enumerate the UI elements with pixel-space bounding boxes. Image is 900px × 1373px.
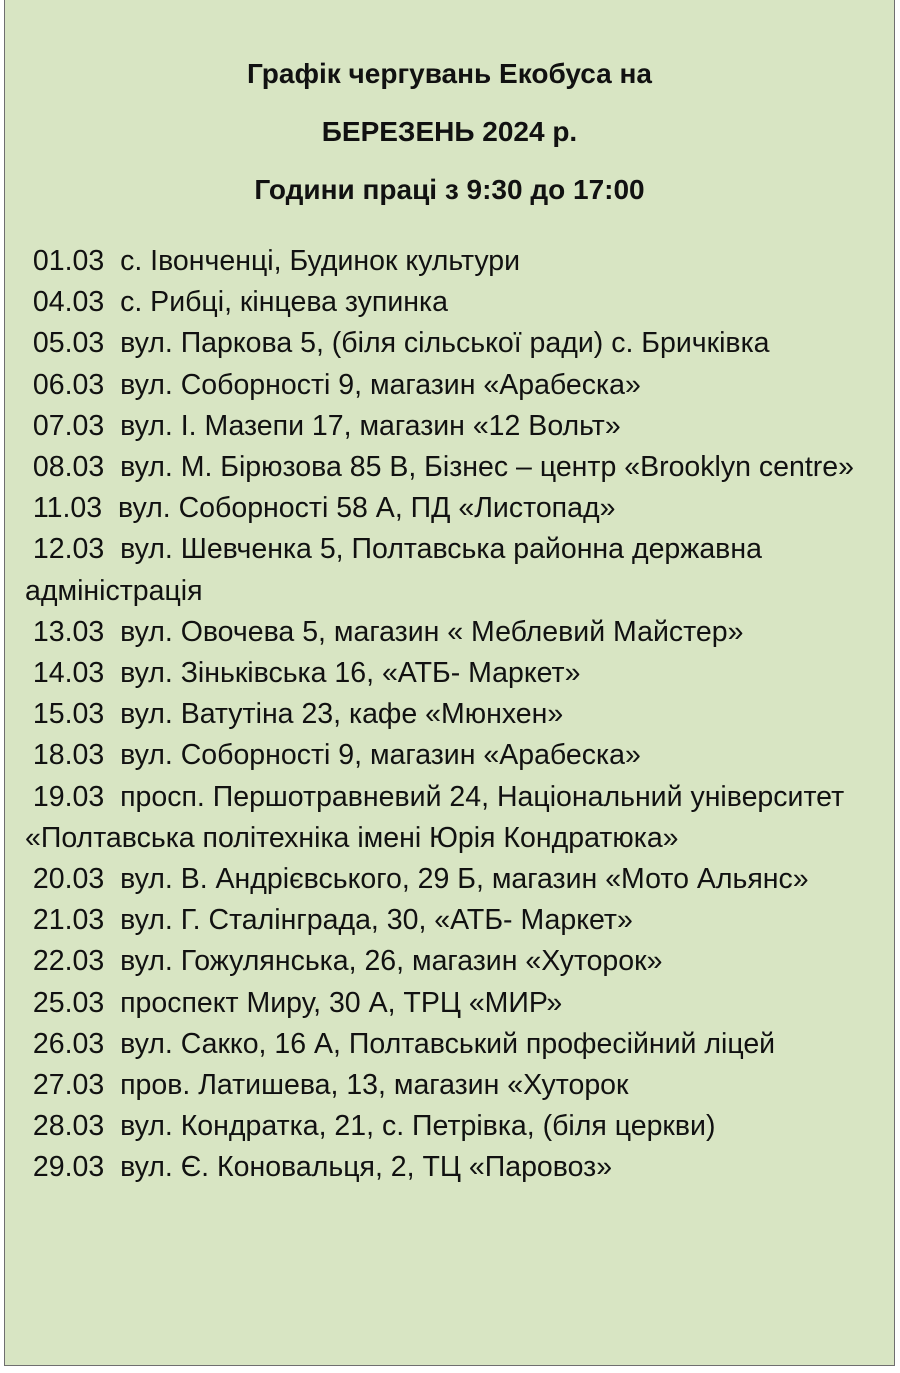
entry-indent — [25, 698, 33, 730]
schedule-entry — [25, 529, 887, 611]
entry-date: 01.03 — [32, 245, 105, 277]
title-line-1: Графік чергувань Екобуса на — [246, 58, 652, 89]
entry-location: вул. Сакко, 16 А, Полтавський професійний ліцей — [120, 1027, 776, 1060]
entry-separator — [104, 451, 120, 483]
entry-date: 19.03 — [32, 780, 105, 813]
entry-date: 25.03 — [32, 986, 105, 1019]
entry-date: 20.03 — [32, 863, 105, 896]
entry-date: 21.03 — [32, 904, 105, 937]
entry-separator — [104, 863, 120, 895]
entry-separator — [104, 1151, 120, 1183]
entry-separator — [104, 410, 120, 442]
schedule-entry — [25, 653, 887, 694]
entry-indent — [25, 739, 33, 771]
entry-date: 29.03 — [32, 1151, 105, 1184]
entry-indent — [25, 369, 33, 401]
schedule-entry — [25, 406, 887, 447]
schedule-entry — [25, 859, 887, 900]
entry-indent — [25, 945, 33, 977]
entry-indent — [25, 1069, 33, 1101]
schedule-entry — [25, 694, 887, 735]
entry-indent — [25, 863, 33, 895]
entry-date: 13.03 — [32, 615, 105, 648]
entry-location: вул. Паркова 5, (біля сільської ради) с. Бричківка — [120, 327, 770, 360]
entry-separator — [104, 369, 120, 401]
entry-separator — [104, 987, 120, 1019]
schedule-list — [25, 241, 887, 1189]
entry-location: с. Івонченці, Будинок культури — [120, 245, 521, 277]
entry-date: 18.03 — [32, 739, 105, 772]
entry-location: вул. Ватутіна 23, кафе «Мюнхен» — [120, 698, 564, 731]
entry-location: вул. Зіньківська 16, «АТБ- Маркет» — [120, 657, 581, 690]
entry-indent — [25, 245, 33, 277]
entry-date: 26.03 — [32, 1027, 105, 1060]
entry-separator — [104, 739, 120, 771]
schedule-sheet — [4, 0, 895, 1366]
entry-separator — [104, 327, 120, 359]
schedule-entry — [25, 1147, 887, 1188]
entry-date: 15.03 — [32, 698, 105, 731]
entry-location: с. Рибці, кінцева зупинка — [120, 286, 448, 319]
entry-indent — [25, 286, 33, 318]
entry-date: 28.03 — [32, 1110, 105, 1143]
entry-separator — [104, 698, 120, 730]
schedule-entry — [25, 1024, 887, 1065]
entry-location: вул. Соборності 9, магазин «Арабеска» — [120, 739, 641, 772]
title-block — [5, 52, 894, 226]
entry-indent — [25, 492, 33, 524]
entry-indent — [25, 1151, 33, 1183]
entry-location: вул. В. Андрієвського, 29 Б, магазин «Мото Альянс» — [120, 863, 809, 896]
entry-date: 27.03 — [32, 1069, 105, 1102]
entry-separator — [104, 533, 120, 565]
entry-location: просп. Першотравневий 24, Національний університет «Полтавська політехніка імені Юрія Кондратюка» — [25, 780, 845, 854]
entry-indent — [25, 410, 33, 442]
schedule-entry — [25, 365, 887, 406]
entry-indent — [25, 904, 33, 936]
entry-indent — [25, 1110, 33, 1142]
entry-separator — [104, 904, 120, 936]
entry-date: 06.03 — [32, 368, 105, 401]
entry-location: вул. Г. Сталінграда, 30, «АТБ- Маркет» — [120, 904, 633, 937]
entry-indent — [25, 657, 33, 689]
entry-location: вул. Гожулянська, 26, магазин «Хуторок» — [120, 945, 663, 978]
schedule-entry — [25, 941, 887, 982]
schedule-entry — [25, 900, 887, 941]
entry-indent — [25, 1028, 33, 1060]
entry-indent — [25, 781, 33, 813]
entry-date: 04.03 — [32, 286, 105, 319]
entry-location: вул. Є. Коновальця, 2, ТЦ «Паровоз» — [120, 1151, 613, 1184]
entry-location: проспект Миру, 30 А, ТРЦ «МИР» — [120, 986, 563, 1019]
title-line-2: БЕРЕЗЕНЬ 2024 р. — [321, 116, 578, 147]
schedule-entry — [25, 1106, 887, 1147]
entry-indent — [25, 451, 33, 483]
schedule-entry — [25, 447, 887, 488]
entry-separator — [104, 1110, 120, 1142]
entry-separator — [104, 286, 120, 318]
entry-location: вул. Кондратка, 21, с. Петрівка, (біля церкви) — [120, 1110, 716, 1143]
entry-indent — [25, 987, 33, 1019]
entry-separator — [104, 245, 120, 277]
entry-date: 08.03 — [32, 451, 105, 484]
entry-date: 12.03 — [32, 533, 105, 566]
entry-date: 22.03 — [32, 945, 105, 978]
entry-location: вул. Соборності 9, магазин «Арабеска» — [120, 368, 641, 401]
entry-location: вул. М. Бірюзова 85 В, Бізнес – центр «Brooklyn centre» — [120, 451, 854, 484]
entry-separator — [104, 781, 120, 813]
entry-location: пров. Латишева, 13, магазин «Хуторок — [120, 1069, 629, 1102]
entry-location: вул. Овочева 5, магазин « Меблевий Майстер» — [120, 615, 744, 648]
entry-separator — [104, 1069, 120, 1101]
entry-indent — [25, 327, 33, 359]
entry-indent — [25, 616, 33, 648]
entry-separator — [104, 657, 120, 689]
entry-date: 14.03 — [32, 657, 105, 690]
entry-date: 11.03 — [32, 492, 103, 525]
schedule-entry — [25, 735, 887, 776]
entry-separator — [104, 616, 120, 648]
entry-separator — [102, 492, 118, 524]
entry-location: вул. Шевченка 5, Полтавська районна державна адміністрація — [25, 533, 762, 607]
entry-separator — [104, 1028, 120, 1060]
schedule-entry — [25, 241, 887, 282]
entry-indent — [25, 533, 33, 565]
schedule-entry — [25, 282, 887, 323]
schedule-entry — [25, 983, 887, 1024]
working-hours: Години праці з 9:30 до 17:00 — [254, 174, 645, 205]
schedule-entry — [25, 323, 887, 364]
schedule-entry — [25, 612, 887, 653]
entry-date: 07.03 — [32, 409, 105, 442]
schedule-entry — [25, 488, 887, 529]
entry-separator — [104, 945, 120, 977]
schedule-entry — [25, 1065, 887, 1106]
entry-location: вул. Соборності 58 А, ПД «Листопад» — [117, 492, 616, 525]
entry-location: вул. І. Мазепи 17, магазин «12 Вольт» — [120, 409, 621, 442]
entry-date: 05.03 — [32, 327, 105, 360]
schedule-entry — [25, 777, 887, 859]
